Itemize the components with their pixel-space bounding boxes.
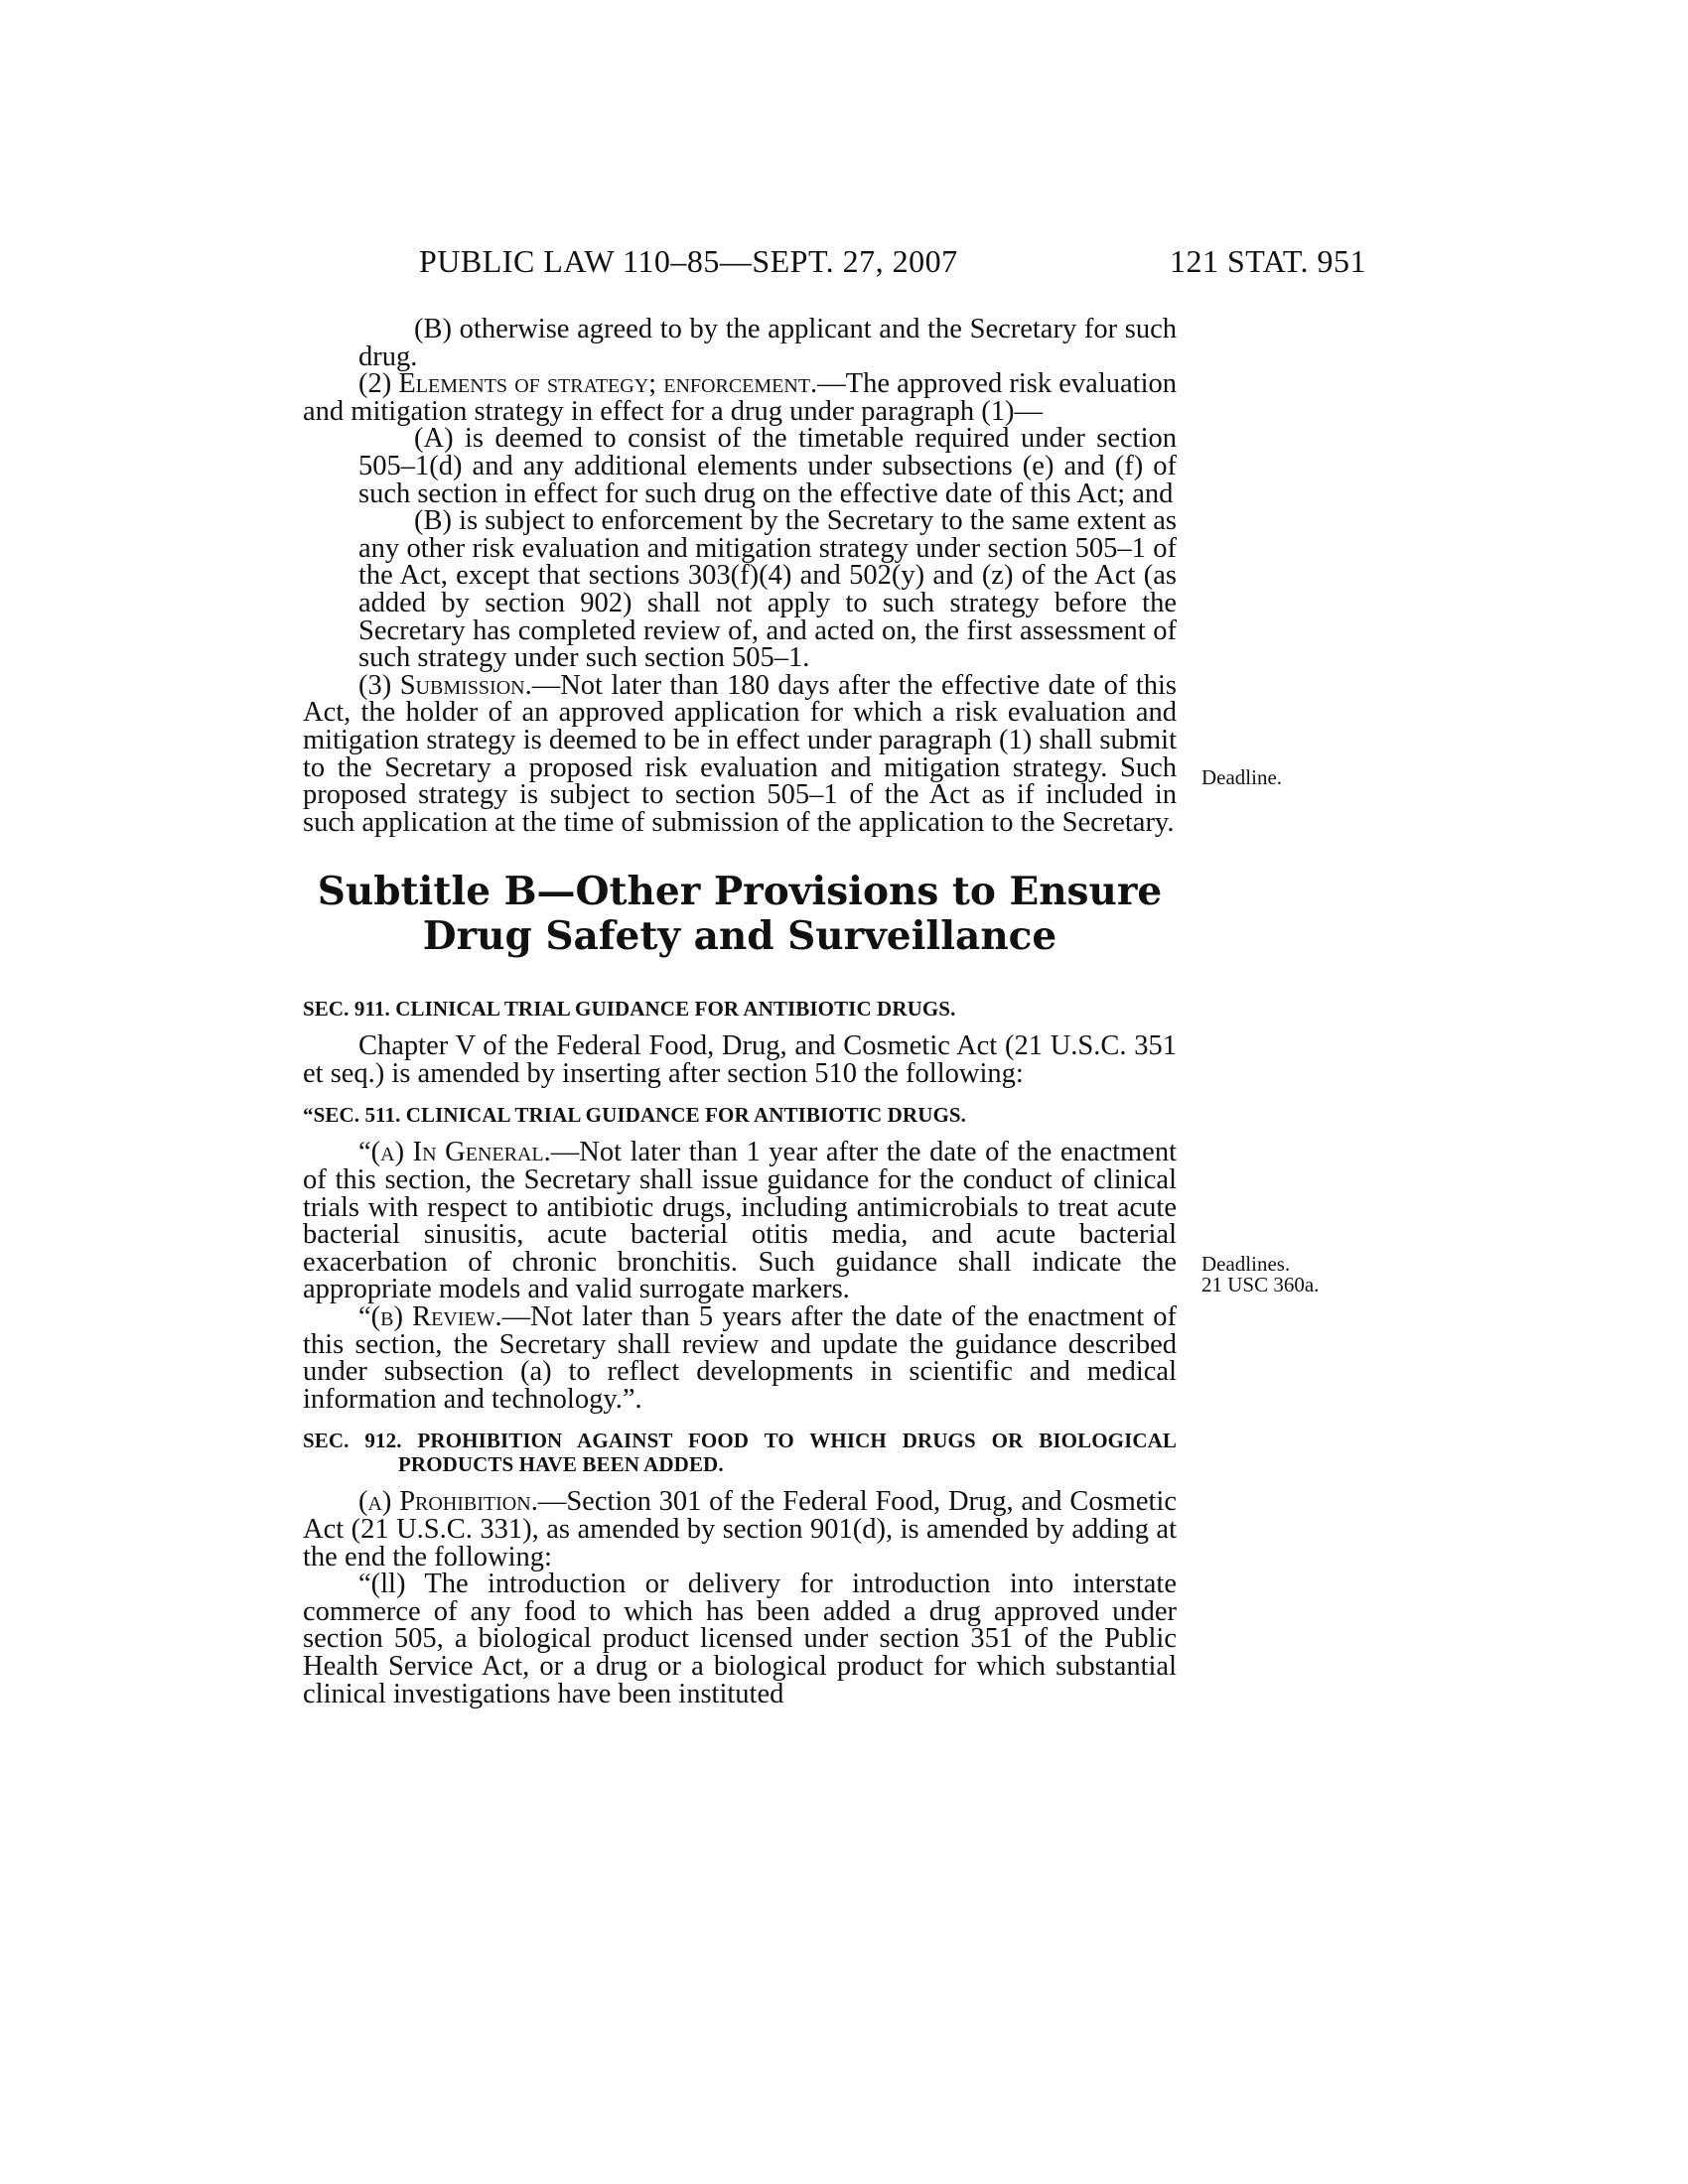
paragraph-text: —Not later than 1 year after the date of the enactment of this section, the Secretary shall issue guidance for the conduct of clinical trials with respect to antibiotic drugs, including antimicrobials to treat acute bacterial sinusitis, acute bacterial otitis media, and acute bacterial exacerbation of chronic bronchitis. Such guidance shall indicate the appropriate models and valid surrogate markers. bbox=[303, 1137, 1177, 1305]
margin-note-deadlines: Deadlines. bbox=[1201, 1252, 1291, 1276]
page-number: 121 STAT. 951 bbox=[1169, 243, 1366, 279]
paragraph: “(ll) The introduction or delivery for introduction into interstate commerce of any food to which has been added a drug approved under section 505, a biological product licensed under section 351 of the Public Health Service Act, or a drug or a biological product for which substantial clinical investigations have been instituted bbox=[303, 1569, 1177, 1709]
margin-note-deadline: Deadline. bbox=[1201, 765, 1283, 789]
paragraph-text: —Section 301 of the Federal Food, Drug, and Cosmetic Act (21 U.S.C. 331), as amended by section 901(d), is amended by adding at the end the following: bbox=[303, 1486, 1177, 1572]
section-heading: SEC. 911. CLINICAL TRIAL GUIDANCE FOR ANTIBIOTIC DRUGS. bbox=[303, 997, 956, 1022]
paragraph bbox=[303, 1303, 1177, 1413]
section-heading: “SEC. 511. CLINICAL TRIAL GUIDANCE FOR ANTIBIOTIC DRUGS. bbox=[303, 1103, 967, 1128]
paragraph bbox=[303, 370, 1177, 425]
paragraph-text: —Not later than 180 days after the effective date of this Act, the holder of an approved application for which a risk evaluation and mitigation strategy is deemed to be in effect under paragraph (1) shall submit to the Secretary a proposed risk evaluation and mitigation strategy. Such proposed strategy is subject to section 505–1 of the Act as if included in such application at the time of submission of the application to the Secretary. bbox=[303, 669, 1177, 838]
section-heading: SEC. 912. PROHIBITION AGAINST FOOD TO WHICH DRUGS OR BIOLOGICAL PRODUCTS HAVE BEEN ADDED. bbox=[303, 1429, 1177, 1477]
margin-note-usc: 21 USC 360a. bbox=[1201, 1273, 1320, 1297]
paragraph: (B) is subject to enforcement by the Secretary to the same extent as any other risk evaluation and mitigation strategy under section 505–1 of the Act, except that sections 303(f)(4) and 502(y) and (z) of the Act (as added by section 902) shall not apply to such strategy before the Secretary has completed review of, and acted on, the first assessment of such strategy under such section 505–1. bbox=[358, 505, 1177, 674]
paragraph: (A) is deemed to consist of the timetable required under section 505–1(d) and any additional elements under subsections (e) and (f) of such section in effect for such drug on the effective date of this Act; and bbox=[358, 423, 1177, 509]
paragraph bbox=[303, 1488, 1177, 1570]
paragraph: (B) otherwise agreed to by the applicant and the Secretary for such drug. bbox=[358, 314, 1177, 372]
document-body bbox=[303, 316, 1177, 1707]
paragraph-text: —Not later than 5 years after the date of the enactment of this section, the Secretary shall review and update the guidance described under subsection (a) to reflect developments in scientific and medical information and technology.”. bbox=[303, 1301, 1177, 1415]
paragraph-text: —The approved risk evaluation and mitigation strategy in effect for a drug under paragraph (1)— bbox=[303, 368, 1177, 427]
paragraph: Chapter V of the Federal Food, Drug, and Cosmetic Act (21 U.S.C. 351 et seq.) is amended by inserting after section 510 the following: bbox=[303, 1030, 1177, 1089]
paragraph bbox=[303, 669, 1177, 838]
paragraph-label: (3) Submission. bbox=[358, 669, 532, 701]
paragraph-label: “(a) In General. bbox=[358, 1137, 551, 1168]
paragraph bbox=[303, 1139, 1177, 1303]
subtitle-line: Subtitle B—Other Provisions to Ensure bbox=[317, 869, 1163, 915]
subtitle-line: Drug Safety and Surveillance bbox=[422, 913, 1057, 960]
paragraph-label: “(b) Review. bbox=[358, 1301, 502, 1333]
paragraph-label: (a) Prohibition. bbox=[358, 1486, 538, 1518]
paragraph-label: (2) Elements of strategy; enforcement. bbox=[358, 368, 818, 400]
running-header-left: PUBLIC LAW 110–85—SEPT. 27, 2007 bbox=[419, 243, 958, 279]
subtitle-heading bbox=[303, 870, 1177, 959]
